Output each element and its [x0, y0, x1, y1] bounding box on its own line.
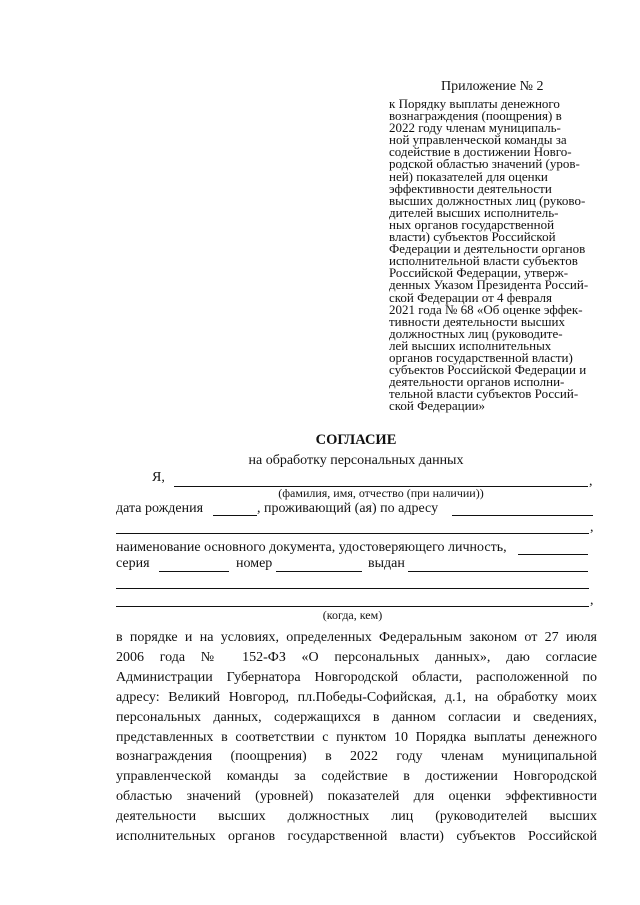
form-title: СОГЛАСИЕ: [315, 432, 397, 448]
consent-line: в порядке и на условиях, определенных Федеральным законом от 27 июля: [116, 630, 597, 645]
appendix-line: высших должностных лиц (руково-: [389, 192, 586, 208]
appendix-line: родской областью значений (уров-: [389, 156, 580, 172]
i-label: Я,: [152, 470, 165, 485]
appendix-line: лей высших исполнительных: [389, 337, 552, 353]
consent-line: 2006 года № 152-ФЗ «О персональных данных», даю согласие: [116, 649, 597, 665]
address-field[interactable]: [452, 515, 593, 516]
consent-line: деятельности высших должностных лиц (руководителей высших: [116, 809, 597, 825]
appendix-line: вознаграждения (поощрения) в: [389, 108, 562, 124]
appendix-line: Федерации и деятельности органов: [389, 241, 586, 257]
consent-line: управленческой команды за содействие в достижении Новгородской: [116, 769, 597, 785]
appendix-line: к Порядку выплаты денежного: [389, 96, 560, 111]
consent-line: Администрации Губернатора Новгородской области, расположенной по: [116, 669, 597, 685]
appendix-line: содействие в достижении Новго-: [389, 144, 572, 160]
residing-label: , проживающий (ая) по адресу: [257, 501, 439, 516]
consent-line: персональных данных, содержащихся в данном согласии и сведениях,: [116, 709, 597, 725]
appendix-reference: [389, 98, 604, 412]
issued-by-field-line-3[interactable]: [116, 606, 589, 607]
appendix-line: власти) субъектов Российской: [389, 229, 556, 245]
issued-by-field-line-2[interactable]: [116, 588, 589, 589]
document-name-label: наименование основного документа, удостоверяющего личность,: [116, 540, 507, 555]
full-name-caption: (фамилия, имя, отчество (при наличии)): [278, 486, 484, 500]
appendix-line: ной управленческой команды за: [389, 132, 567, 148]
appendix-line: субъектов Российской Федерации и: [389, 362, 587, 378]
appendix-line: эффективности деятельности: [389, 180, 552, 196]
appendix-line: денных Указом Президента Россий-: [389, 277, 589, 293]
address-field-continued[interactable]: [116, 533, 589, 534]
consent-line: адресу: Великий Новгород, пл.Победы-Софийская, д.1, на обработку моих: [116, 689, 597, 705]
appendix-line: ской Федерации»: [389, 398, 486, 414]
series-field[interactable]: [159, 571, 229, 572]
name-comma: ,: [589, 474, 593, 489]
consent-line: исполнительных органов государственной власти) субъектов Российской: [116, 829, 597, 845]
appendix-line: 2021 года № 68 «Об оценке эффек-: [389, 301, 583, 317]
consent-line: представленных в соответствии с пунктом 10 Порядка выплаты денежного: [116, 729, 597, 745]
appendix-line: тельной власти субъектов Россий-: [389, 386, 579, 402]
appendix-line: органов государственной власти): [389, 349, 573, 365]
document-name-field[interactable]: [518, 554, 588, 555]
address-comma: ,: [590, 520, 594, 535]
appendix-line: ской Федерации от 4 февраля: [389, 289, 552, 305]
issued-caption: (когда, кем): [322, 608, 383, 622]
appendix-line: исполнительной власти субъектов: [389, 253, 578, 269]
consent-line: вознаграждения (поощрения) в 2022 году членам муниципальной: [116, 749, 597, 765]
appendix-line: 2022 году членам муниципаль-: [389, 120, 561, 136]
appendix-title: Приложение № 2: [441, 79, 544, 94]
issued-comma: ,: [590, 593, 594, 608]
appendix-line: деятельности органов исполни-: [389, 374, 565, 390]
series-label: серия: [116, 556, 150, 571]
birth-date-field[interactable]: [213, 515, 257, 516]
consent-line: областью значений (уровней) показателей для оценки эффективности: [116, 789, 597, 805]
appendix-line: дителей высших исполнитель-: [389, 204, 559, 220]
number-label: номер: [236, 556, 273, 571]
issued-by-field[interactable]: [408, 571, 588, 572]
birth-date-label: дата рождения: [116, 501, 204, 516]
form-subtitle: на обработку персональных данных: [248, 453, 464, 468]
number-field[interactable]: [276, 571, 362, 572]
appendix-line: тивности деятельности высших: [389, 313, 565, 329]
issued-label: выдан: [368, 556, 405, 571]
appendix-line: ных органов государственной: [389, 216, 555, 232]
consent-text: [116, 628, 597, 847]
appendix-line: должностных лиц (руководите-: [389, 325, 563, 341]
appendix-line: Российской Федерации, утверж-: [389, 265, 569, 281]
appendix-line: ней) показателей для оценки: [389, 168, 548, 184]
